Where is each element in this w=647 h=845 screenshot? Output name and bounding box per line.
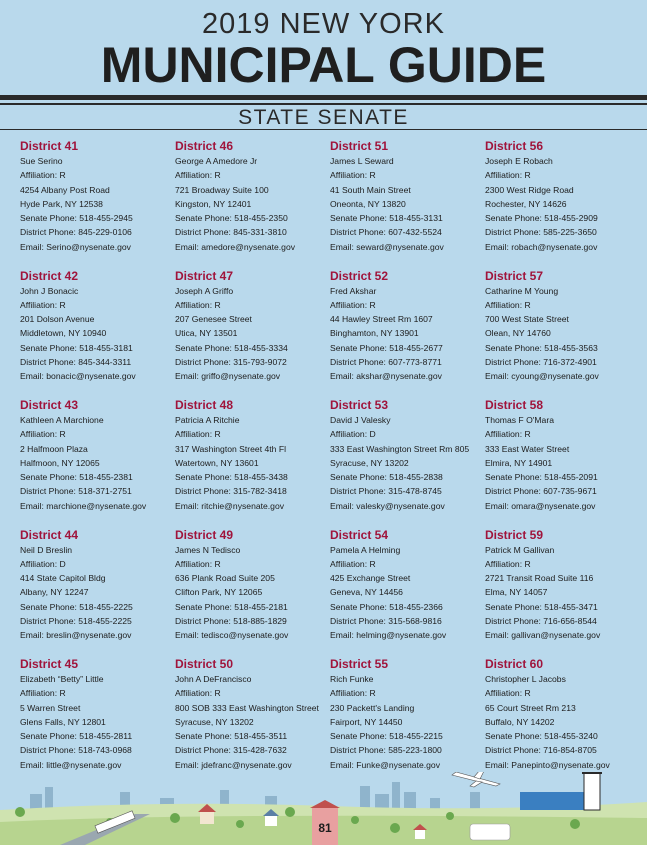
address-line-2: Olean, NY 14760: [485, 328, 551, 339]
district-phone: District Phone: 607-735-9671: [485, 486, 597, 497]
senate-phone: Senate Phone: 518-455-3471: [485, 601, 598, 612]
control-tower-top: [582, 772, 602, 774]
district-heading: District 55: [330, 657, 389, 671]
senate-phone: Senate Phone: 518-455-3511: [175, 731, 288, 742]
senator-name: Joseph E Robach: [485, 156, 553, 166]
senate-phone: Senate Phone: 518-455-3240: [485, 731, 598, 742]
email: Email: Serino@nysenate.gov: [20, 241, 131, 252]
district-card: [20, 269, 175, 399]
address-line-2: Glens Falls, NY 12801: [20, 716, 106, 727]
affiliation: Affiliation: R: [330, 170, 376, 181]
address-line-1: 700 West State Street: [485, 314, 569, 325]
affiliation: Affiliation: R: [175, 688, 221, 699]
senate-phone: Senate Phone: 518-455-3563: [485, 342, 598, 353]
senate-phone: Senate Phone: 518-455-2945: [20, 213, 133, 224]
email: Email: tedisco@nysenate.gov: [175, 630, 289, 641]
red-tower-roof: [310, 800, 340, 808]
senator-name: Rich Funke: [330, 674, 374, 684]
email: Email: gallivan@nysenate.gov: [485, 630, 601, 641]
address-line-1: 2300 West Ridge Road: [485, 184, 574, 195]
senator-name: Elizabeth “Betty” Little: [20, 674, 104, 684]
affiliation: Affiliation: R: [485, 688, 531, 699]
district-phone: District Phone: 845-331-3810: [175, 227, 287, 238]
district-card: [485, 528, 625, 658]
control-tower: [584, 772, 600, 810]
email: Email: bonacic@nysenate.gov: [20, 371, 136, 382]
senator-name: John A DeFrancisco: [175, 674, 252, 684]
district-card: [485, 398, 625, 528]
affiliation: Affiliation: D: [20, 558, 66, 569]
address-line-1: 333 East Washington Street Rm 805: [330, 443, 470, 454]
airport-terminal: [520, 792, 584, 810]
district-heading: District 60: [485, 657, 544, 671]
address-line-2: Syracuse, NY 13202: [175, 716, 254, 727]
address-line-2: Rochester, NY 14626: [485, 198, 567, 209]
email: Email: cyoung@nysenate.gov: [485, 371, 599, 382]
email: Email: robach@nysenate.gov: [485, 241, 598, 252]
address-line-2: Oneonta, NY 13820: [330, 198, 406, 209]
district-heading: District 50: [175, 657, 234, 671]
affiliation: Affiliation: R: [20, 429, 66, 440]
district-phone: District Phone: 315-428-7632: [175, 745, 287, 756]
senator-name: Joseph A Griffo: [175, 285, 234, 296]
senate-phone: Senate Phone: 518-455-2381: [20, 472, 133, 483]
senate-phone: Senate Phone: 518-455-2838: [330, 472, 443, 483]
district-heading: District 47: [175, 268, 234, 283]
affiliation: Affiliation: R: [20, 170, 66, 181]
district-card: [175, 398, 330, 528]
affiliation: Affiliation: R: [175, 299, 221, 310]
district-phone: District Phone: 518-885-1829: [175, 615, 287, 626]
senator-name: James N Tedisco: [175, 544, 241, 555]
senator-name: Pamela A Helming: [330, 544, 401, 555]
address-line-1: 207 Genesee Street: [175, 314, 252, 325]
senate-phone: Senate Phone: 518-455-2091: [485, 472, 598, 483]
section-title: STATE SENATE: [238, 106, 409, 129]
email: Email: omara@nysenate.gov: [485, 500, 596, 511]
senator-name: Kathleen A Marchione: [20, 415, 104, 425]
email: Email: ritchie@nysenate.gov: [175, 500, 285, 511]
district-card: [20, 657, 175, 787]
senate-phone: Senate Phone: 518-455-2350: [175, 213, 288, 224]
address-line-1: 201 Dolson Avenue: [20, 314, 95, 325]
affiliation: Affiliation: R: [330, 299, 376, 310]
senator-name: Patricia A Ritchie: [175, 415, 240, 425]
senate-phone: Senate Phone: 518-455-2909: [485, 213, 598, 224]
address-line-1: 333 East Water Street: [485, 443, 570, 454]
senator-name: Thomas F O'Mara: [485, 415, 554, 425]
affiliation: Affiliation: R: [175, 558, 221, 569]
address-line-2: Kingston, NY 12401: [175, 198, 252, 209]
senator-name: Sue Serino: [20, 156, 63, 166]
email: Email: breslin@nysenate.gov: [20, 630, 132, 641]
district-phone: District Phone: 716-854-8705: [485, 745, 597, 756]
address-line-1: 2721 Transit Road Suite 116: [485, 573, 594, 584]
guide-main-title: MUNICIPAL GUIDE: [100, 37, 547, 93]
senate-phone: Senate Phone: 518-455-2215: [330, 731, 443, 742]
district-heading: District 46: [175, 139, 234, 153]
email: Email: marchione@nysenate.gov: [20, 500, 147, 511]
email: Email: Funke@nysenate.gov: [330, 759, 440, 770]
affiliation: Affiliation: R: [20, 299, 66, 310]
senate-phone: Senate Phone: 518-455-3334: [175, 342, 288, 353]
senator-name: James L Seward: [330, 156, 394, 166]
email: Email: griffo@nysenate.gov: [175, 371, 281, 382]
email: Email: Panepinto@nysenate.gov: [485, 759, 610, 770]
district-heading: District 45: [20, 657, 79, 671]
district-heading: District 43: [20, 398, 79, 412]
address-line-2: Clifton Park, NY 12065: [175, 587, 263, 598]
address-line-2: Geneva, NY 14456: [330, 587, 403, 598]
district-heading: District 59: [485, 527, 544, 542]
district-card: [485, 657, 625, 787]
affiliation: Affiliation: R: [485, 558, 531, 569]
district-phone: District Phone: 315-782-3418: [175, 486, 287, 497]
district-card: [20, 139, 175, 269]
district-phone: District Phone: 315-478-8745: [330, 486, 442, 497]
senate-phone: Senate Phone: 518-455-2225: [20, 601, 133, 612]
district-phone: District Phone: 585-225-3650: [485, 227, 597, 238]
senate-phone: Senate Phone: 518-455-2366: [330, 601, 443, 612]
senator-name: Fred Akshar: [330, 285, 377, 296]
affiliation: Affiliation: R: [20, 688, 66, 699]
affiliation: Affiliation: R: [175, 429, 221, 440]
district-phone: District Phone: 845-344-3311: [20, 356, 132, 367]
email: Email: seward@nysenate.gov: [330, 241, 444, 252]
address-line-1: 44 Hawley Street Rm 1607: [330, 314, 433, 325]
guide-year-title: 2019 NEW YORK: [202, 8, 445, 40]
district-heading: District 57: [485, 268, 544, 283]
section-rule: [0, 129, 647, 130]
senate-phone: Senate Phone: 518-455-2677: [330, 342, 443, 353]
email: Email: amedore@nysenate.gov: [175, 241, 296, 252]
district-card: [175, 657, 330, 787]
district-heading: District 52: [330, 268, 389, 283]
affiliation: Affiliation: R: [485, 429, 531, 440]
district-card: [330, 528, 485, 658]
address-line-2: Syracuse, NY 13202: [330, 457, 409, 468]
address-line-2: Fairport, NY 14450: [330, 716, 403, 727]
district-phone: District Phone: 518-455-2225: [20, 615, 132, 626]
district-grid: [20, 139, 625, 787]
district-heading: District 41: [20, 139, 79, 153]
district-heading: District 53: [330, 398, 389, 412]
senator-name: David J Valesky: [330, 415, 391, 425]
district-phone: District Phone: 607-773-8771: [330, 356, 442, 367]
route-sign-number: 81: [318, 821, 332, 835]
district-heading: District 51: [330, 139, 389, 153]
district-phone: District Phone: 845-229-0106: [20, 227, 132, 238]
district-card: [175, 528, 330, 658]
senator-name: Patrick M Gallivan: [485, 544, 555, 555]
address-line-2: Binghamton, NY 13901: [330, 328, 419, 339]
district-card: [175, 269, 330, 399]
district-phone: District Phone: 518-371-2751: [20, 486, 132, 497]
district-card: [330, 398, 485, 528]
district-card: [485, 139, 625, 269]
address-line-2: Albany, NY 12247: [20, 587, 89, 598]
senate-phone: Senate Phone: 518-455-2181: [175, 601, 288, 612]
senator-name: John J Bonacic: [20, 285, 79, 296]
district-phone: District Phone: 315-568-9816: [330, 615, 442, 626]
address-line-2: Buffalo, NY 14202: [485, 716, 555, 727]
district-heading: District 49: [175, 527, 234, 542]
email: Email: little@nysenate.gov: [20, 759, 122, 770]
district-phone: District Phone: 315-793-9072: [175, 356, 287, 367]
affiliation: Affiliation: R: [330, 558, 376, 569]
affiliation: Affiliation: R: [330, 688, 376, 699]
district-heading: District 56: [485, 139, 544, 153]
address-line-2: Watertown, NY 13601: [175, 457, 259, 468]
address-line-2: Utica, NY 13501: [175, 328, 238, 339]
district-phone: District Phone: 716-656-8544: [485, 615, 597, 626]
address-line-1: 636 Plank Road Suite 205: [175, 573, 275, 584]
address-line-2: Middletown, NY 10940: [20, 328, 107, 339]
district-heading: District 58: [485, 398, 544, 412]
city-illustration: [0, 772, 647, 845]
district-card: [175, 139, 330, 269]
address-line-1: 5 Warren Street: [20, 702, 81, 713]
affiliation: Affiliation: R: [175, 170, 221, 181]
senator-name: Neil D Breslin: [20, 544, 73, 555]
address-line-1: 41 South Main Street: [330, 184, 411, 195]
senate-phone: Senate Phone: 518-455-2811: [20, 731, 133, 742]
district-heading: District 54: [330, 527, 389, 542]
address-line-1: 800 SOB 333 East Washington Street: [175, 702, 319, 713]
district-card: [330, 269, 485, 399]
address-line-1: 65 Court Street Rm 213: [485, 702, 576, 713]
district-card: [20, 398, 175, 528]
district-phone: District Phone: 716-372-4901: [485, 356, 597, 367]
address-line-2: Elma, NY 14057: [485, 587, 548, 598]
district-phone: District Phone: 518-743-0968: [20, 745, 132, 756]
affiliation: Affiliation: R: [485, 299, 531, 310]
email: Email: valesky@nysenate.gov: [330, 500, 445, 511]
district-card: [330, 139, 485, 269]
senator-name: George A Amedore Jr: [175, 156, 258, 166]
header-rule-thick: [0, 95, 647, 100]
district-heading: District 44: [20, 527, 79, 542]
address-line-1: 317 Washington Street 4th Fl: [175, 443, 286, 454]
affiliation: Affiliation: R: [485, 170, 531, 181]
district-card: [20, 528, 175, 658]
address-line-1: 230 Packett's Landing: [330, 702, 415, 713]
senate-phone: Senate Phone: 518-455-3181: [20, 342, 133, 353]
email: Email: helming@nysenate.gov: [330, 630, 447, 641]
header-rule-thin: [0, 103, 647, 105]
district-heading: District 42: [20, 268, 79, 283]
address-line-1: 425 Exchange Street: [330, 573, 411, 584]
address-line-2: Elmira, NY 14901: [485, 457, 553, 468]
address-line-2: Hyde Park, NY 12538: [20, 198, 103, 209]
district-card: [330, 657, 485, 787]
senator-name: Christopher L Jacobs: [485, 674, 566, 684]
affiliation: Affiliation: D: [330, 429, 376, 440]
senator-name: Catharine M Young: [485, 285, 559, 296]
senate-phone: Senate Phone: 518-455-3131: [330, 213, 443, 224]
district-card: [485, 269, 625, 399]
stadium: [470, 824, 510, 840]
email: Email: jdefranc@nysenate.gov: [175, 759, 292, 770]
senate-phone: Senate Phone: 518-455-3438: [175, 472, 288, 483]
district-phone: District Phone: 607-432-5524: [330, 227, 442, 238]
district-phone: District Phone: 585-223-1800: [330, 745, 442, 756]
email: Email: akshar@nysenate.gov: [330, 371, 442, 382]
district-heading: District 48: [175, 398, 234, 412]
airplane-icon: [452, 772, 500, 787]
address-line-1: 4254 Albany Post Road: [20, 184, 110, 195]
address-line-1: 2 Halfmoon Plaza: [20, 443, 88, 454]
address-line-2: Halfmoon, NY 12065: [20, 457, 100, 468]
address-line-1: 414 State Capitol Bldg: [20, 573, 106, 584]
address-line-1: 721 Broadway Suite 100: [175, 184, 269, 195]
